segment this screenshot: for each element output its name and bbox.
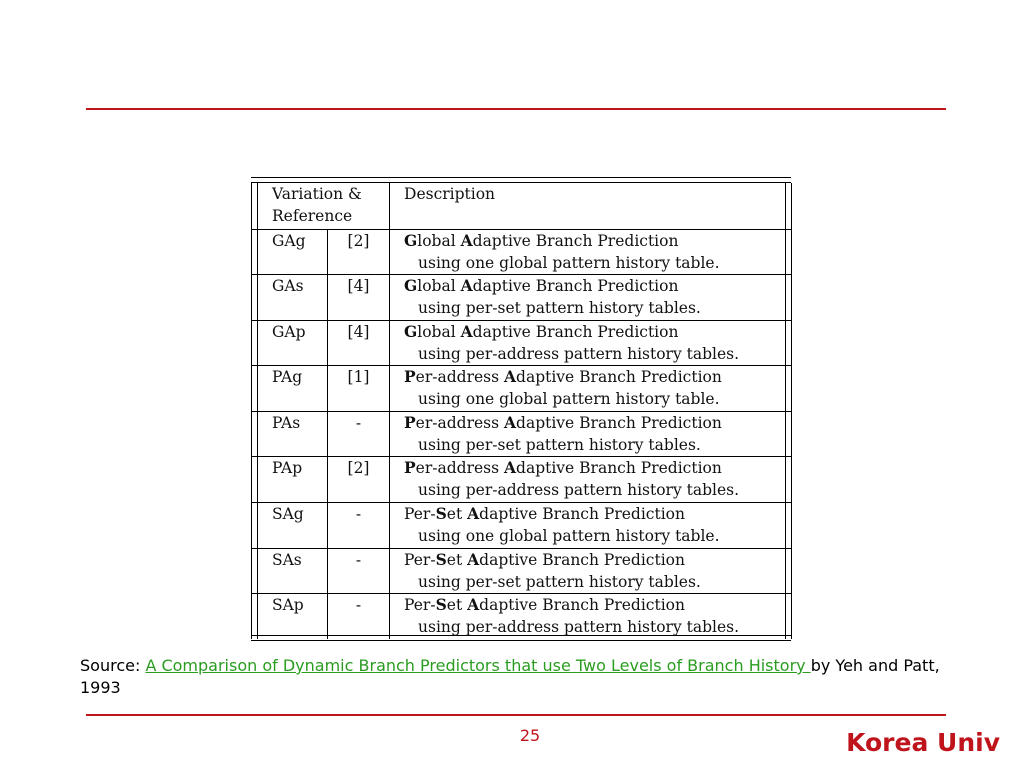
description-line-1: Per-Set Adaptive Branch Prediction: [404, 504, 685, 524]
variation-name: GAg: [258, 229, 328, 275]
variation-name: PAs: [258, 411, 328, 457]
description-line-2: using per-address pattern history tables.: [418, 344, 740, 363]
variation-name: PAg: [258, 366, 328, 412]
description-line-2: using per-set pattern history tables.: [418, 435, 701, 454]
reference-cell: [2]: [328, 229, 390, 275]
branch-predictor-variations-table: [251, 177, 791, 641]
description-cell: [390, 366, 786, 412]
description-cell: [390, 503, 786, 549]
description-line-2: using per-address pattern history tables.: [418, 481, 740, 500]
description-cell: [390, 594, 786, 640]
footer-brand: Korea Univ: [846, 728, 1000, 757]
description-line-1: Global Adaptive Branch Prediction: [404, 321, 679, 341]
bottom-divider: [86, 714, 946, 716]
reference-cell: -: [328, 548, 390, 594]
description-cell: [390, 548, 786, 594]
reference-cell: [1]: [328, 366, 390, 412]
description-cell: [390, 229, 786, 275]
description-cell: [390, 411, 786, 457]
description-line-2: using per-set pattern history tables.: [418, 299, 701, 318]
description-line-1: Per-address Adaptive Branch Prediction: [404, 458, 722, 478]
description-line-1: Global Adaptive Branch Prediction: [404, 230, 679, 250]
variation-name: SAg: [258, 503, 328, 549]
reference-cell: -: [328, 594, 390, 640]
description-line-1: Per-address Adaptive Branch Prediction: [404, 412, 722, 432]
top-divider: [86, 108, 946, 110]
table-row: [252, 503, 792, 549]
reference-cell: [2]: [328, 457, 390, 503]
description-line-2: using one global pattern history table.: [418, 527, 720, 546]
header-variation-reference: Variation & Reference: [258, 183, 390, 229]
description-line-2: using one global pattern history table.: [418, 253, 720, 272]
description-line-2: using per-address pattern history tables.: [418, 618, 740, 637]
description-cell: [390, 457, 786, 503]
description-line-1: Per-address Adaptive Branch Prediction: [404, 367, 722, 387]
source-citation: Source: A Comparison of Dynamic Branch Predictors that use Two Levels of Branch History by Yeh and Patt, 1993: [80, 656, 940, 697]
reference-cell: -: [328, 503, 390, 549]
variation-name: SAs: [258, 548, 328, 594]
table-header-row: [252, 183, 792, 229]
description-line-1: Per-Set Adaptive Branch Prediction: [404, 549, 685, 569]
description-line-1: Global Adaptive Branch Prediction: [404, 276, 679, 296]
table-row: [252, 457, 792, 503]
header-description: Description: [390, 183, 786, 229]
variation-name: GAs: [258, 275, 328, 321]
description-line-2: using per-set pattern history tables.: [418, 572, 701, 591]
reference-cell: [4]: [328, 275, 390, 321]
description-line-1: Per-Set Adaptive Branch Prediction: [404, 595, 685, 615]
table-row: [252, 275, 792, 321]
table-row: [252, 366, 792, 412]
variation-name: PAp: [258, 457, 328, 503]
reference-cell: [4]: [328, 320, 390, 366]
table-row: [252, 320, 792, 366]
reference-cell: -: [328, 411, 390, 457]
table-row: [252, 411, 792, 457]
description-cell: [390, 275, 786, 321]
description-line-2: using one global pattern history table.: [418, 390, 720, 409]
description-cell: [390, 320, 786, 366]
source-paper-link[interactable]: A Comparison of Dynamic Branch Predictors that use Two Levels of Branch History: [145, 656, 811, 675]
table-row: [252, 229, 792, 275]
variation-name: SAp: [258, 594, 328, 640]
page-number: 25: [519, 726, 541, 745]
table-row: [252, 548, 792, 594]
variations-table: [251, 183, 792, 639]
table-row: [252, 594, 792, 640]
variation-name: GAp: [258, 320, 328, 366]
